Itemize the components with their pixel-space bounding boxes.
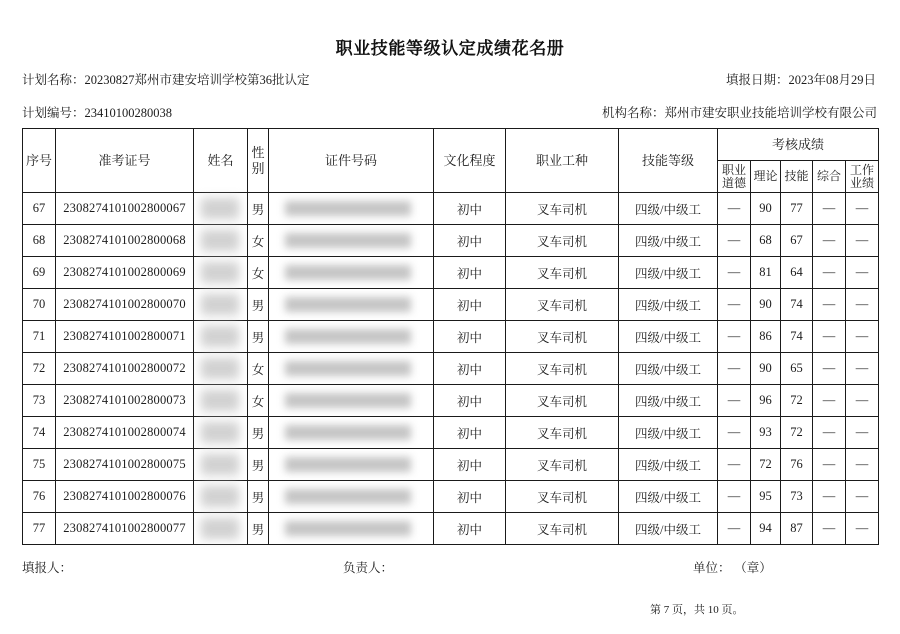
cell-performance-score: — (846, 353, 879, 385)
redaction-blur (285, 329, 411, 344)
cell-theory-score: 94 (751, 513, 781, 545)
cell-gender: 男 (248, 417, 269, 449)
cell-gender: 男 (248, 193, 269, 225)
cell-skill-score: 72 (781, 417, 813, 449)
cell-overall-score: — (813, 353, 846, 385)
cell-skill-score: 72 (781, 385, 813, 417)
cell-performance-score: — (846, 289, 879, 321)
header-education: 文化程度 (434, 129, 506, 193)
cell-skill-score: 77 (781, 193, 813, 225)
cell-overall-score: — (813, 257, 846, 289)
cell-name-redacted (194, 385, 248, 417)
cell-exam-number: 2308274101002800071 (56, 321, 194, 353)
cell-ethics-score: — (718, 385, 751, 417)
header-skill-level: 技能等级 (619, 129, 718, 193)
cell-id-number-redacted (269, 257, 434, 289)
cell-exam-number: 2308274101002800075 (56, 449, 194, 481)
table-row (23, 353, 879, 385)
header-skill: 技能 (781, 161, 813, 193)
redaction-blur (201, 390, 239, 411)
cell-theory-score: 90 (751, 289, 781, 321)
manager-label: 负责人： (343, 561, 394, 575)
plan-name-field (22, 72, 310, 88)
cell-gender: 男 (248, 321, 269, 353)
unit-seal-field (693, 560, 772, 576)
cell-gender: 男 (248, 289, 269, 321)
cell-ethics-score: — (718, 257, 751, 289)
cell-theory-score: 72 (751, 449, 781, 481)
cell-occupation: 叉车司机 (506, 321, 619, 353)
cell-name-redacted (194, 481, 248, 513)
cell-occupation: 叉车司机 (506, 257, 619, 289)
cell-id-number-redacted (269, 513, 434, 545)
cell-theory-score: 95 (751, 481, 781, 513)
header-name: 姓名 (194, 129, 248, 193)
cell-occupation: 叉车司机 (506, 417, 619, 449)
cell-ethics-score: — (718, 513, 751, 545)
plan-name-value: 20230827郑州市建安培训学校第36批认定 (84, 73, 310, 87)
cell-skill-score: 87 (781, 513, 813, 545)
cell-occupation: 叉车司机 (506, 513, 619, 545)
table-row (23, 321, 879, 353)
cell-education: 初中 (434, 257, 506, 289)
redaction-blur (201, 486, 239, 507)
cell-seq: 76 (23, 481, 56, 513)
cell-ethics-score: — (718, 193, 751, 225)
cell-ethics-score: — (718, 289, 751, 321)
cell-gender: 女 (248, 257, 269, 289)
cell-name-redacted (194, 225, 248, 257)
cell-occupation: 叉车司机 (506, 449, 619, 481)
cell-overall-score: — (813, 193, 846, 225)
cell-gender: 女 (248, 385, 269, 417)
cell-ethics-score: — (718, 417, 751, 449)
cell-performance-score: — (846, 257, 879, 289)
redaction-blur (201, 454, 239, 475)
cell-theory-score: 93 (751, 417, 781, 449)
cell-occupation: 叉车司机 (506, 225, 619, 257)
page-number: 第 7 页，共 10 页。 (650, 604, 744, 616)
cell-exam-number: 2308274101002800074 (56, 417, 194, 449)
cell-ethics-score: — (718, 353, 751, 385)
manager-signature-field (343, 560, 393, 576)
fill-date-label: 填报日期： (725, 73, 789, 87)
cell-skill-score: 76 (781, 449, 813, 481)
cell-skill-score: 74 (781, 289, 813, 321)
organization-label: 机构名称： (601, 106, 665, 120)
cell-theory-score: 68 (751, 225, 781, 257)
score-roster-table (22, 128, 879, 545)
cell-exam-number: 2308274101002800067 (56, 193, 194, 225)
cell-gender: 男 (248, 449, 269, 481)
redaction-blur (201, 422, 239, 443)
cell-exam-number: 2308274101002800076 (56, 481, 194, 513)
cell-performance-score: — (846, 449, 879, 481)
redaction-blur (285, 361, 411, 376)
redaction-blur (285, 265, 411, 280)
header-row (23, 129, 879, 161)
cell-education: 初中 (434, 481, 506, 513)
fill-date-field (726, 72, 876, 88)
cell-seq: 74 (23, 417, 56, 449)
organization-field (602, 105, 877, 121)
cell-exam-number: 2308274101002800072 (56, 353, 194, 385)
redaction-blur (285, 233, 411, 248)
cell-skill-score: 65 (781, 353, 813, 385)
table-row (23, 257, 879, 289)
cell-performance-score: — (846, 513, 879, 545)
cell-occupation: 叉车司机 (506, 385, 619, 417)
cell-education: 初中 (434, 289, 506, 321)
cell-skill-level: 四级/中级工 (619, 385, 718, 417)
cell-skill-level: 四级/中级工 (619, 481, 718, 513)
cell-id-number-redacted (269, 449, 434, 481)
cell-skill-level: 四级/中级工 (619, 321, 718, 353)
filler-signature-field (22, 560, 72, 576)
cell-education: 初中 (434, 353, 506, 385)
filler-label: 填报人： (22, 561, 73, 575)
cell-overall-score: — (813, 513, 846, 545)
cell-performance-score: — (846, 225, 879, 257)
redaction-blur (201, 326, 239, 347)
redaction-blur (285, 297, 411, 312)
redaction-blur (285, 201, 411, 216)
cell-seq: 72 (23, 353, 56, 385)
cell-theory-score: 86 (751, 321, 781, 353)
cell-performance-score: — (846, 321, 879, 353)
header-performance: 工作业绩 (846, 161, 879, 193)
cell-seq: 77 (23, 513, 56, 545)
cell-performance-score: — (846, 385, 879, 417)
cell-id-number-redacted (269, 289, 434, 321)
header-overall: 综合 (813, 161, 846, 193)
cell-overall-score: — (813, 289, 846, 321)
cell-exam-number: 2308274101002800070 (56, 289, 194, 321)
header-theory: 理论 (751, 161, 781, 193)
document-title: 职业技能等级认定成绩花名册 (335, 39, 565, 58)
cell-ethics-score: — (718, 481, 751, 513)
cell-id-number-redacted (269, 417, 434, 449)
table-row (23, 193, 879, 225)
cell-exam-number: 2308274101002800069 (56, 257, 194, 289)
cell-gender: 男 (248, 481, 269, 513)
cell-performance-score: — (846, 417, 879, 449)
cell-theory-score: 96 (751, 385, 781, 417)
cell-name-redacted (194, 289, 248, 321)
header-seq: 序号 (23, 129, 56, 193)
cell-education: 初中 (434, 385, 506, 417)
cell-name-redacted (194, 193, 248, 225)
table-row (23, 385, 879, 417)
cell-occupation: 叉车司机 (506, 289, 619, 321)
redaction-blur (201, 358, 239, 379)
cell-name-redacted (194, 417, 248, 449)
cell-ethics-score: — (718, 449, 751, 481)
cell-gender: 女 (248, 353, 269, 385)
seal-placeholder: （章） (740, 561, 772, 575)
cell-exam-number: 2308274101002800073 (56, 385, 194, 417)
plan-number-value: 23410100280038 (84, 106, 173, 120)
redaction-blur (201, 198, 239, 219)
header-id-number: 证件号码 (269, 129, 434, 193)
redaction-blur (201, 230, 239, 251)
cell-overall-score: — (813, 225, 846, 257)
cell-name-redacted (194, 353, 248, 385)
cell-skill-score: 73 (781, 481, 813, 513)
cell-id-number-redacted (269, 225, 434, 257)
cell-skill-score: 74 (781, 321, 813, 353)
cell-seq: 68 (23, 225, 56, 257)
cell-skill-level: 四级/中级工 (619, 417, 718, 449)
redaction-blur (285, 457, 411, 472)
plan-name-label: 计划名称： (22, 73, 85, 87)
plan-number-field (22, 105, 172, 121)
redaction-blur (201, 294, 239, 315)
cell-skill-level: 四级/中级工 (619, 353, 718, 385)
cell-exam-number: 2308274101002800077 (56, 513, 194, 545)
header-assessment-scores: 考核成绩 (718, 129, 879, 161)
cell-skill-score: 64 (781, 257, 813, 289)
cell-performance-score: — (846, 481, 879, 513)
cell-education: 初中 (434, 417, 506, 449)
plan-number-label: 计划编号： (22, 106, 85, 120)
cell-seq: 70 (23, 289, 56, 321)
table-row (23, 481, 879, 513)
header-occupation: 职业工种 (506, 129, 619, 193)
cell-ethics-score: — (718, 321, 751, 353)
redaction-blur (201, 518, 239, 539)
cell-exam-number: 2308274101002800068 (56, 225, 194, 257)
header-gender: 性别 (248, 129, 269, 193)
cell-skill-level: 四级/中级工 (619, 513, 718, 545)
cell-name-redacted (194, 257, 248, 289)
cell-education: 初中 (434, 321, 506, 353)
cell-ethics-score: — (718, 225, 751, 257)
cell-theory-score: 90 (751, 353, 781, 385)
table-row (23, 513, 879, 545)
table-row (23, 225, 879, 257)
cell-seq: 75 (23, 449, 56, 481)
cell-seq: 67 (23, 193, 56, 225)
cell-skill-score: 67 (781, 225, 813, 257)
table-row (23, 289, 879, 321)
cell-gender: 男 (248, 513, 269, 545)
cell-overall-score: — (813, 385, 846, 417)
unit-label: 单位： (693, 561, 731, 575)
cell-occupation: 叉车司机 (506, 193, 619, 225)
cell-overall-score: — (813, 417, 846, 449)
cell-name-redacted (194, 321, 248, 353)
table-row (23, 417, 879, 449)
cell-gender: 女 (248, 225, 269, 257)
redaction-blur (285, 489, 411, 504)
cell-id-number-redacted (269, 193, 434, 225)
redaction-blur (285, 521, 411, 536)
cell-id-number-redacted (269, 385, 434, 417)
cell-overall-score: — (813, 321, 846, 353)
cell-skill-level: 四级/中级工 (619, 257, 718, 289)
cell-id-number-redacted (269, 481, 434, 513)
header-exam-number: 准考证号 (56, 129, 194, 193)
cell-education: 初中 (434, 225, 506, 257)
cell-name-redacted (194, 449, 248, 481)
cell-seq: 69 (23, 257, 56, 289)
table-row (23, 449, 879, 481)
cell-performance-score: — (846, 193, 879, 225)
cell-education: 初中 (434, 449, 506, 481)
cell-skill-level: 四级/中级工 (619, 225, 718, 257)
cell-skill-level: 四级/中级工 (619, 449, 718, 481)
cell-theory-score: 81 (751, 257, 781, 289)
redaction-blur (285, 425, 411, 440)
cell-id-number-redacted (269, 353, 434, 385)
cell-name-redacted (194, 513, 248, 545)
cell-occupation: 叉车司机 (506, 481, 619, 513)
cell-education: 初中 (434, 193, 506, 225)
cell-overall-score: — (813, 449, 846, 481)
cell-id-number-redacted (269, 321, 434, 353)
cell-skill-level: 四级/中级工 (619, 289, 718, 321)
cell-overall-score: — (813, 481, 846, 513)
redaction-blur (201, 262, 239, 283)
cell-skill-level: 四级/中级工 (619, 193, 718, 225)
cell-seq: 71 (23, 321, 56, 353)
fill-date-value: 2023年08月29日 (788, 73, 876, 87)
organization-value: 郑州市建安职业技能培训学校有限公司 (664, 106, 877, 120)
cell-seq: 73 (23, 385, 56, 417)
redaction-blur (285, 393, 411, 408)
cell-occupation: 叉车司机 (506, 353, 619, 385)
header-ethics: 职业道德 (718, 161, 751, 193)
cell-education: 初中 (434, 513, 506, 545)
cell-theory-score: 90 (751, 193, 781, 225)
